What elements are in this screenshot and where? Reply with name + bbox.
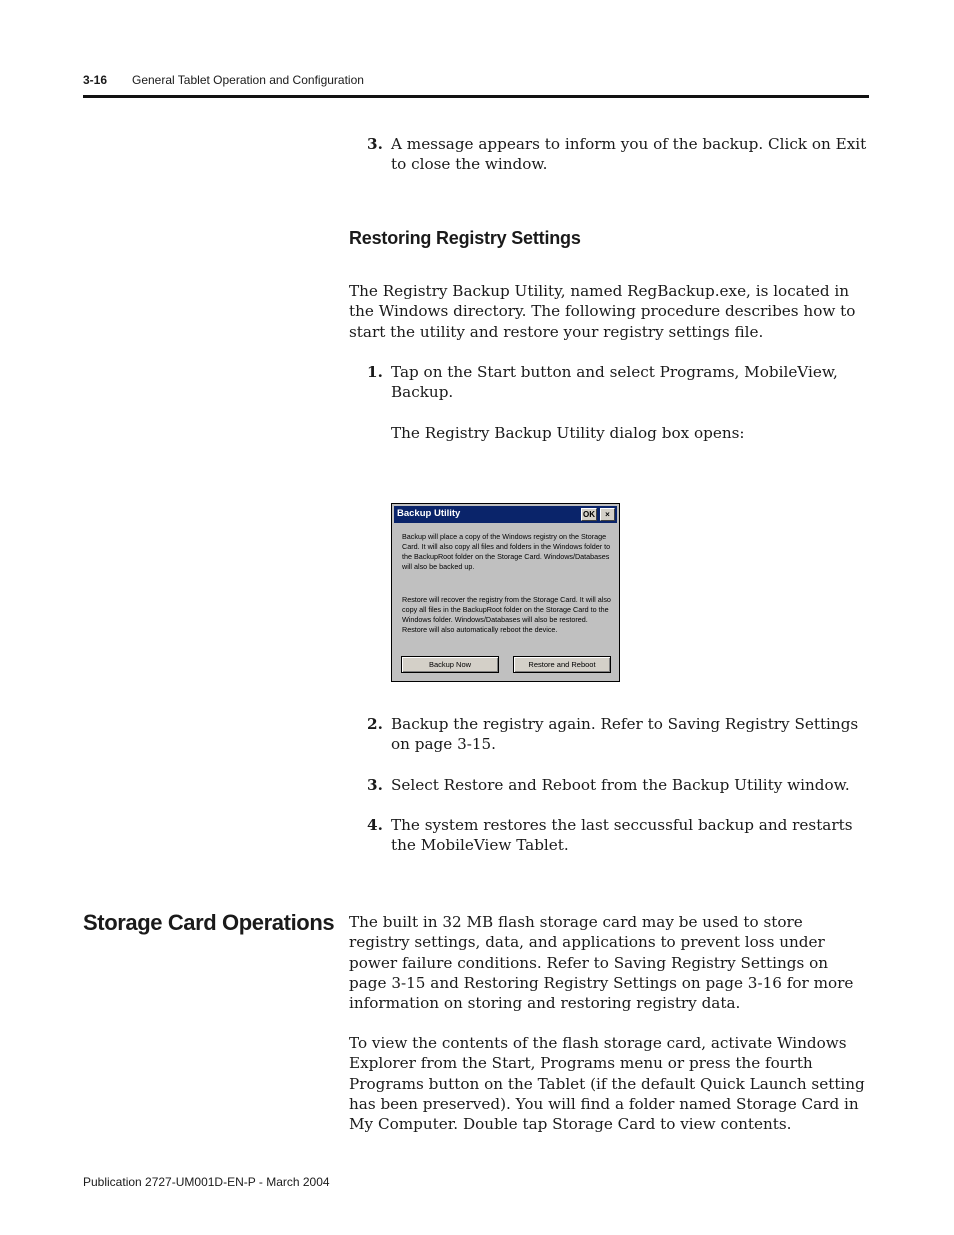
backup-now-button[interactable]: Backup Now <box>401 656 499 673</box>
ok-button[interactable]: OK <box>583 510 595 519</box>
header-rule <box>83 95 869 98</box>
step-number: 3. <box>367 776 383 794</box>
step-text: Backup the registry again. Refer to Saving Registry Settings on page 3-15. <box>391 715 859 754</box>
page-number: 3-16 <box>83 73 108 87</box>
dialog-restore-text: Restore will recover the registry from the Storage Card. It will also copy all files in the BackupRoot folder on the Storage Card to the Windows folder. Windows/Databases will also be restored. Restore will also automatically reboot the device. <box>402 595 611 634</box>
storage-paragraph-2: To view the contents of the flash storage card, activate Windows Explorer from the Start, Programs menu or press the fourth Programs button on the Tablet (if the default Quick Launch setting has been preserved). You will find a folder named Storage Card in My Computer. Double tap Storage Card to view contents. <box>349 1034 865 1134</box>
step-number: 1. <box>367 363 383 381</box>
dialog-titlebar <box>394 506 617 523</box>
header-title: General Tablet Operation and Configuration <box>132 73 364 87</box>
step-text: A message appears to inform you of the backup. Click on Exit to close the window. <box>391 135 867 174</box>
dialog-opens-note: The Registry Backup Utility dialog box opens: <box>391 424 745 442</box>
dialog-backup-text: Backup will place a copy of the Windows registry on the Storage Card. It will also copy all files and folders in the Windows folder to the BackupRoot folder on the Storage Card. Windows/Databases will also be backed up. <box>402 532 611 571</box>
step-number: 3. <box>367 135 383 153</box>
section-heading-restoring: Restoring Registry Settings <box>349 228 581 248</box>
step-text: Select Restore and Reboot from the Backup Utility window. <box>391 776 850 794</box>
backup-utility-dialog <box>391 503 620 682</box>
restoring-intro: The Registry Backup Utility, named RegBackup.exe, is located in the Windows directory. The following procedure describes how to start the utility and restore your registry settings file. <box>349 282 856 341</box>
step-number: 4. <box>367 816 383 834</box>
page-footer: Publication 2727-UM001D-EN-P - March 2004 <box>83 1175 330 1189</box>
storage-paragraph-1: The built in 32 MB flash storage card may be used to store registry settings, data, and applications to prevent loss under power failure conditions. Refer to Saving Registry Settings on page 3-15 and Restoring Registry Settings on page 3-16 for more information on storing and restoring registry data. <box>349 913 854 1013</box>
step-text: The system restores the last seccussful backup and restarts the MobileView Tablet. <box>391 816 853 855</box>
step-number: 2. <box>367 715 383 733</box>
section-heading-storage: Storage Card Operations <box>83 910 335 935</box>
dialog-title: Backup Utility <box>397 508 461 519</box>
close-icon[interactable]: × <box>600 508 615 521</box>
step-text: Tap on the Start button and select Programs, MobileView, Backup. <box>391 363 838 402</box>
restore-and-reboot-button[interactable]: Restore and Reboot <box>513 656 611 673</box>
